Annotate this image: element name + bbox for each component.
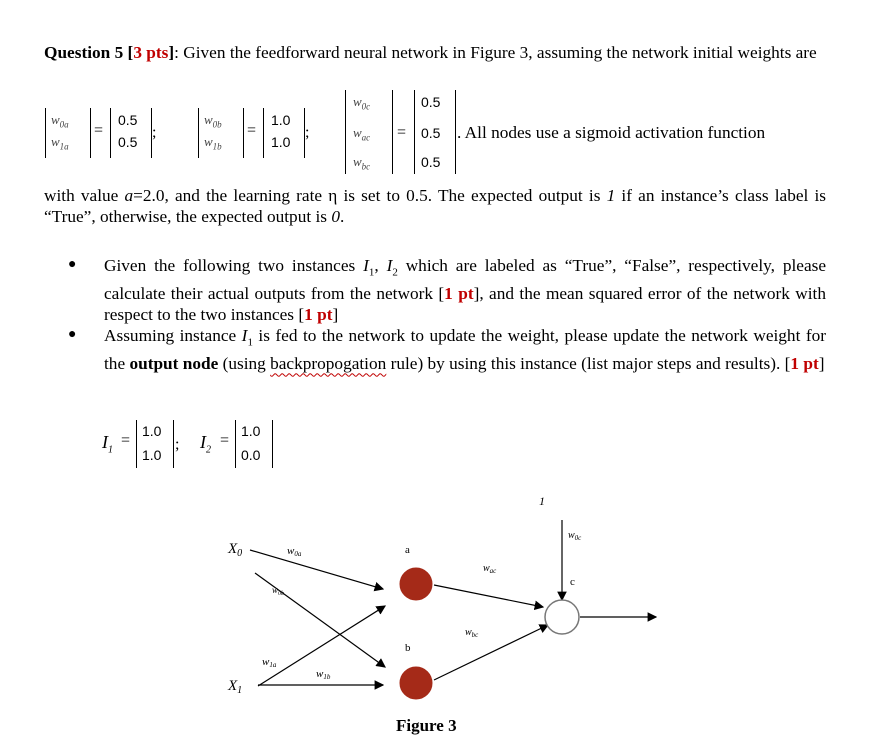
edge-b-c xyxy=(434,625,548,680)
weight-w0b-value: 1.0 xyxy=(271,112,291,128)
node-c xyxy=(545,600,579,634)
node-a xyxy=(400,568,432,600)
input-x0-label: $X_0$ xyxy=(228,541,243,559)
instance-1-x1: 1.0 xyxy=(142,447,162,463)
edge-label-w0a: w0a xyxy=(287,545,302,558)
edge-label-w1a: w1a xyxy=(262,656,277,669)
node-a-label: a xyxy=(405,544,410,556)
question-intro-text: : Given the feedforward neural network in Figure 3, assuming the network initial weights are xyxy=(174,43,817,62)
edge-a-c xyxy=(434,585,543,607)
edge-label-w0c: $w_{0c}$ xyxy=(568,530,582,542)
edge-label-w0b: $w_{0b}$ xyxy=(272,585,285,597)
node-b-label: b xyxy=(405,642,411,654)
bias-label: 1 xyxy=(539,494,545,508)
weight-w0a-value: 0.5 xyxy=(118,112,138,128)
edge-label-wac: $w_{ac}$ xyxy=(483,563,497,575)
question-intro: Question 5 [3 pts]: Given the feedforward neural network in Figure 3, assuming the network initial weights are xyxy=(44,43,817,62)
bullet-1-marker: ● xyxy=(68,257,77,272)
weight-w0c-label: $w_{0c}$ xyxy=(353,94,371,112)
weight-wbc-label: $w_{bc}$ xyxy=(353,154,371,172)
weight-wac-value: 0.5 xyxy=(421,125,441,141)
question-label: Question 5 xyxy=(44,43,124,62)
weight-wac-label: $w_{ac}$ xyxy=(353,125,371,143)
weight-w0a-label: $w_{0a}$ xyxy=(51,112,69,130)
activation-text: . All nodes use a sigmoid activation function xyxy=(457,123,766,142)
instance-2-x0: 1.0 xyxy=(241,423,261,439)
node-c-label: c xyxy=(570,576,575,588)
weight-w1b-value: 1.0 xyxy=(271,134,291,150)
question-points: 3 pts xyxy=(133,43,169,62)
bullet-1: Given the following two instances $I_1$, $I_2$ which are labeled as “True”, “False”, respectively, please calculate their actual outputs from the network [1 pt], and the mean squared error of the network with respect to the two instances [1 pt] xyxy=(104,256,827,325)
weight-w1b-label: $w_{1b}$ xyxy=(204,134,222,152)
node-b xyxy=(400,667,432,699)
figure-caption: Figure 3 xyxy=(396,716,457,735)
edge-label-wbc: $w_{bc}$ xyxy=(465,627,479,639)
instance-2-x1: 0.0 xyxy=(241,447,261,463)
input-x1-label: $X_1$ xyxy=(228,678,243,696)
weight-w0b-label: $w_{0b}$ xyxy=(204,112,222,130)
weight-w1a-label: $w_{1a}$ xyxy=(51,134,69,152)
weight-w0c-value: 0.5 xyxy=(421,94,441,110)
instance-1-x0: 1.0 xyxy=(142,423,162,439)
weight-wbc-value: 0.5 xyxy=(421,154,441,170)
bullet-2: Assuming instance $I_1$ is fed to the network to update the weight, please update the network weight for the output node (using backpropogation rule) by using this instance (list major steps and results). [1 pt] xyxy=(104,326,826,374)
weight-w1a-value: 0.5 xyxy=(118,134,138,150)
learning-rate-paragraph: with value a=2.0, and the learning rate η is set to 0.5. The expected output is 1 if an instance’s class label is “True”, otherwise, the expected output is 0. xyxy=(44,186,827,226)
bullet-2-marker: ● xyxy=(68,327,77,342)
edge-label-w1b: w1b xyxy=(316,668,331,681)
